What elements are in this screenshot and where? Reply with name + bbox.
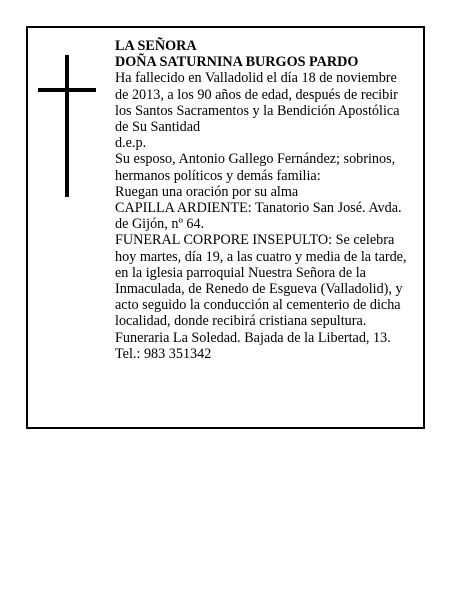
cross-horizontal-bar [38,88,96,92]
family-line: Su esposo, Antonio Gallego Fernández; sobrinos, hermanos políticos y demás familia: [115,151,396,184]
death-announcement: Ha fallecido en Valladolid el día 18 de noviembre de 2013, a los 90 años de edad, después de recibir los Santos Sacramentos y la Bendición Apostólica de Su Santidad [115,70,400,136]
prayer-request: Ruegan una oración por su alma [115,183,299,200]
cross-vertical-bar [65,55,69,197]
notice-text [115,38,413,362]
funeral-details: FUNERAL CORPORE INSEPULTO: Se celebra hoy martes, día 19, a las cuatro y media de la tarde, en la iglesia parroquial Nuestra Señora de la Inmaculada, de Renedo de Esgueva (Valladolid), y acto seguido la conducción al cementerio de dicha localidad, donde recibirá cristiana sepultura. [115,232,407,330]
deceased-name: DOÑA SATURNINA BURGOS PARDO [115,54,359,71]
wake-location: CAPILLA ARDIENTE: Tanatorio San José. Avda. de Gijón, nº 64. [115,200,402,233]
funeral-home: Funeraria La Soledad. Bajada de la Libertad, 13. Tel.: 983 351342 [115,329,391,362]
notice-title-line1: LA SEÑORA [115,38,197,54]
cross-icon [38,55,96,197]
dep-line: d.e.p. [115,135,147,152]
